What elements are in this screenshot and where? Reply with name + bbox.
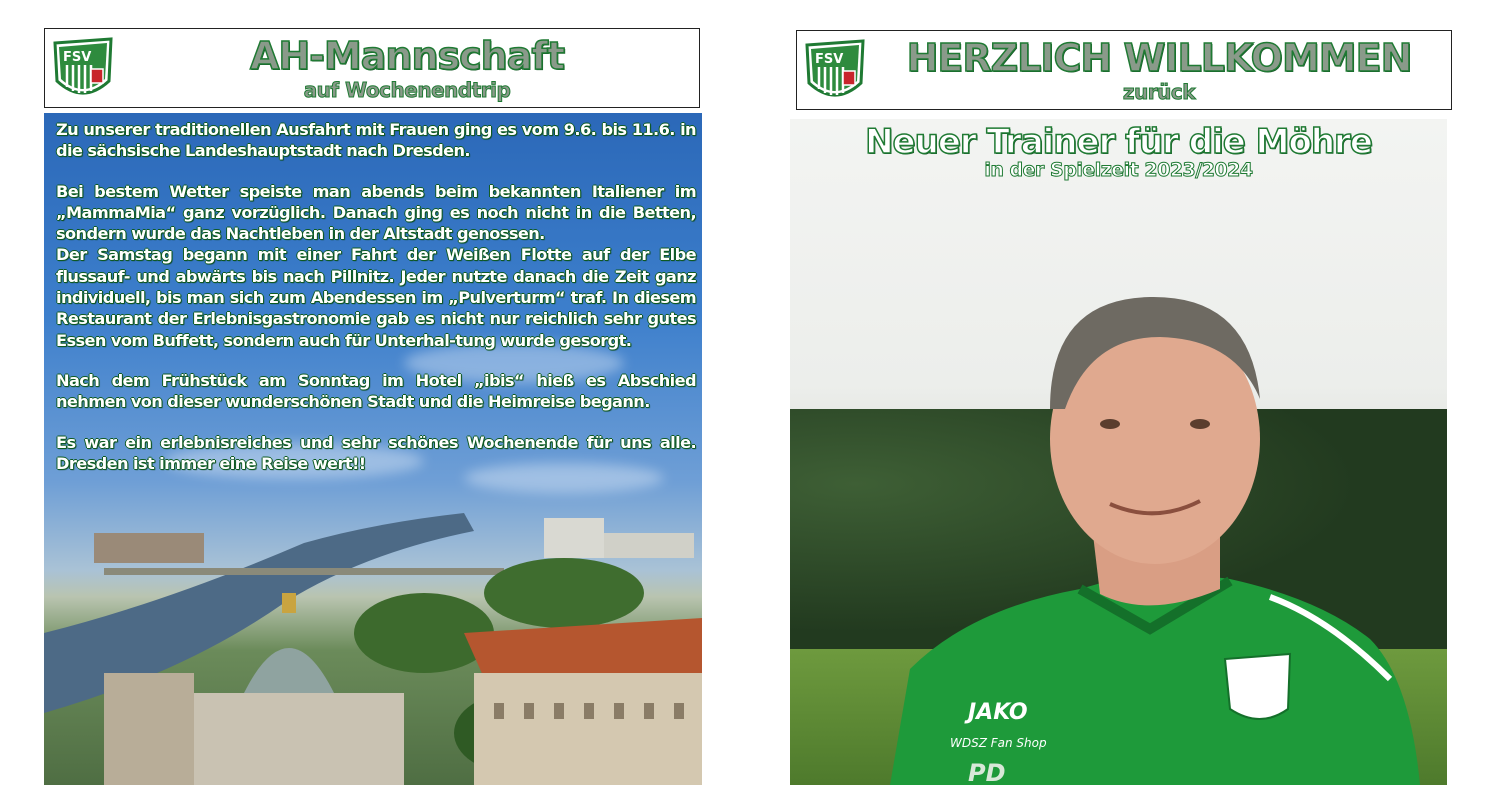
left-header xyxy=(44,28,700,108)
trainer-subheadline: in der Spielzeit 2023/2024 xyxy=(984,159,1253,181)
right-page xyxy=(750,0,1500,785)
article-paragraph: Der Samstag begann mit einer Fahrt der Weißen Flotte auf der Elbe flussauf- und abwärts bis nach Pillnitz. Jeder nutzte danach die Zeit ganz individuell, bis man sich zum Abendessen im „Pulverturm“ traf. In diesem Restaurant der Erlebnisgastronomie gab es nicht nur reichlich sehr gutes Essen vom Buffett, sondern auch für Unterhal-tung wurde gesorgt. xyxy=(56,245,696,350)
trainer-headline: Neuer Trainer für die Möhre xyxy=(865,122,1372,162)
article-paragraph: Es war ein erlebnisreiches und sehr schönes Wochenende für uns alle. Dresden ist immer eine Reise wert!! xyxy=(56,432,696,473)
svg-text:FSV: FSV xyxy=(63,50,92,65)
article-paragraph: Bei bestem Wetter speiste man abends beim bekannten Italiener im „MammaMia“ ganz vorzüglich. Danach ging es noch nicht in die Betten, sondern wurde das Nachtleben in der Altstadt genossen. xyxy=(56,181,696,244)
article-paragraph: Zu unserer traditionellen Ausfahrt mit Frauen ging es vom 9.6. bis 11.6. in die sächsische Landeshauptstadt nach Dresden. xyxy=(56,120,696,161)
club-logo-icon xyxy=(49,35,117,103)
svg-text:JAKO: JAKO xyxy=(968,700,1028,725)
dresden-photo xyxy=(44,113,702,785)
right-header-title: HERZLICH WILLKOMMEN xyxy=(906,36,1412,80)
right-header xyxy=(796,30,1452,110)
club-logo-icon xyxy=(801,37,869,105)
left-header-subtitle: auf Wochenendtrip xyxy=(303,78,511,102)
trip-article xyxy=(56,119,696,493)
article-paragraph: Nach dem Frühstück am Sonntag im Hotel „ibis“ hieß es Abschied nehmen von dieser wunderschönen Stadt und die Heimreise begann. xyxy=(56,370,696,412)
right-header-subtitle: zurück xyxy=(1122,80,1196,104)
trainer-portrait-illustration xyxy=(850,209,1447,785)
svg-text:PD: PD xyxy=(968,759,1006,785)
svg-text:FSV: FSV xyxy=(815,52,844,67)
trainer-photo xyxy=(790,119,1447,785)
svg-text:WDSZ Fan Shop: WDSZ Fan Shop xyxy=(950,736,1047,750)
left-header-title: AH-Mannschaft xyxy=(249,34,565,78)
